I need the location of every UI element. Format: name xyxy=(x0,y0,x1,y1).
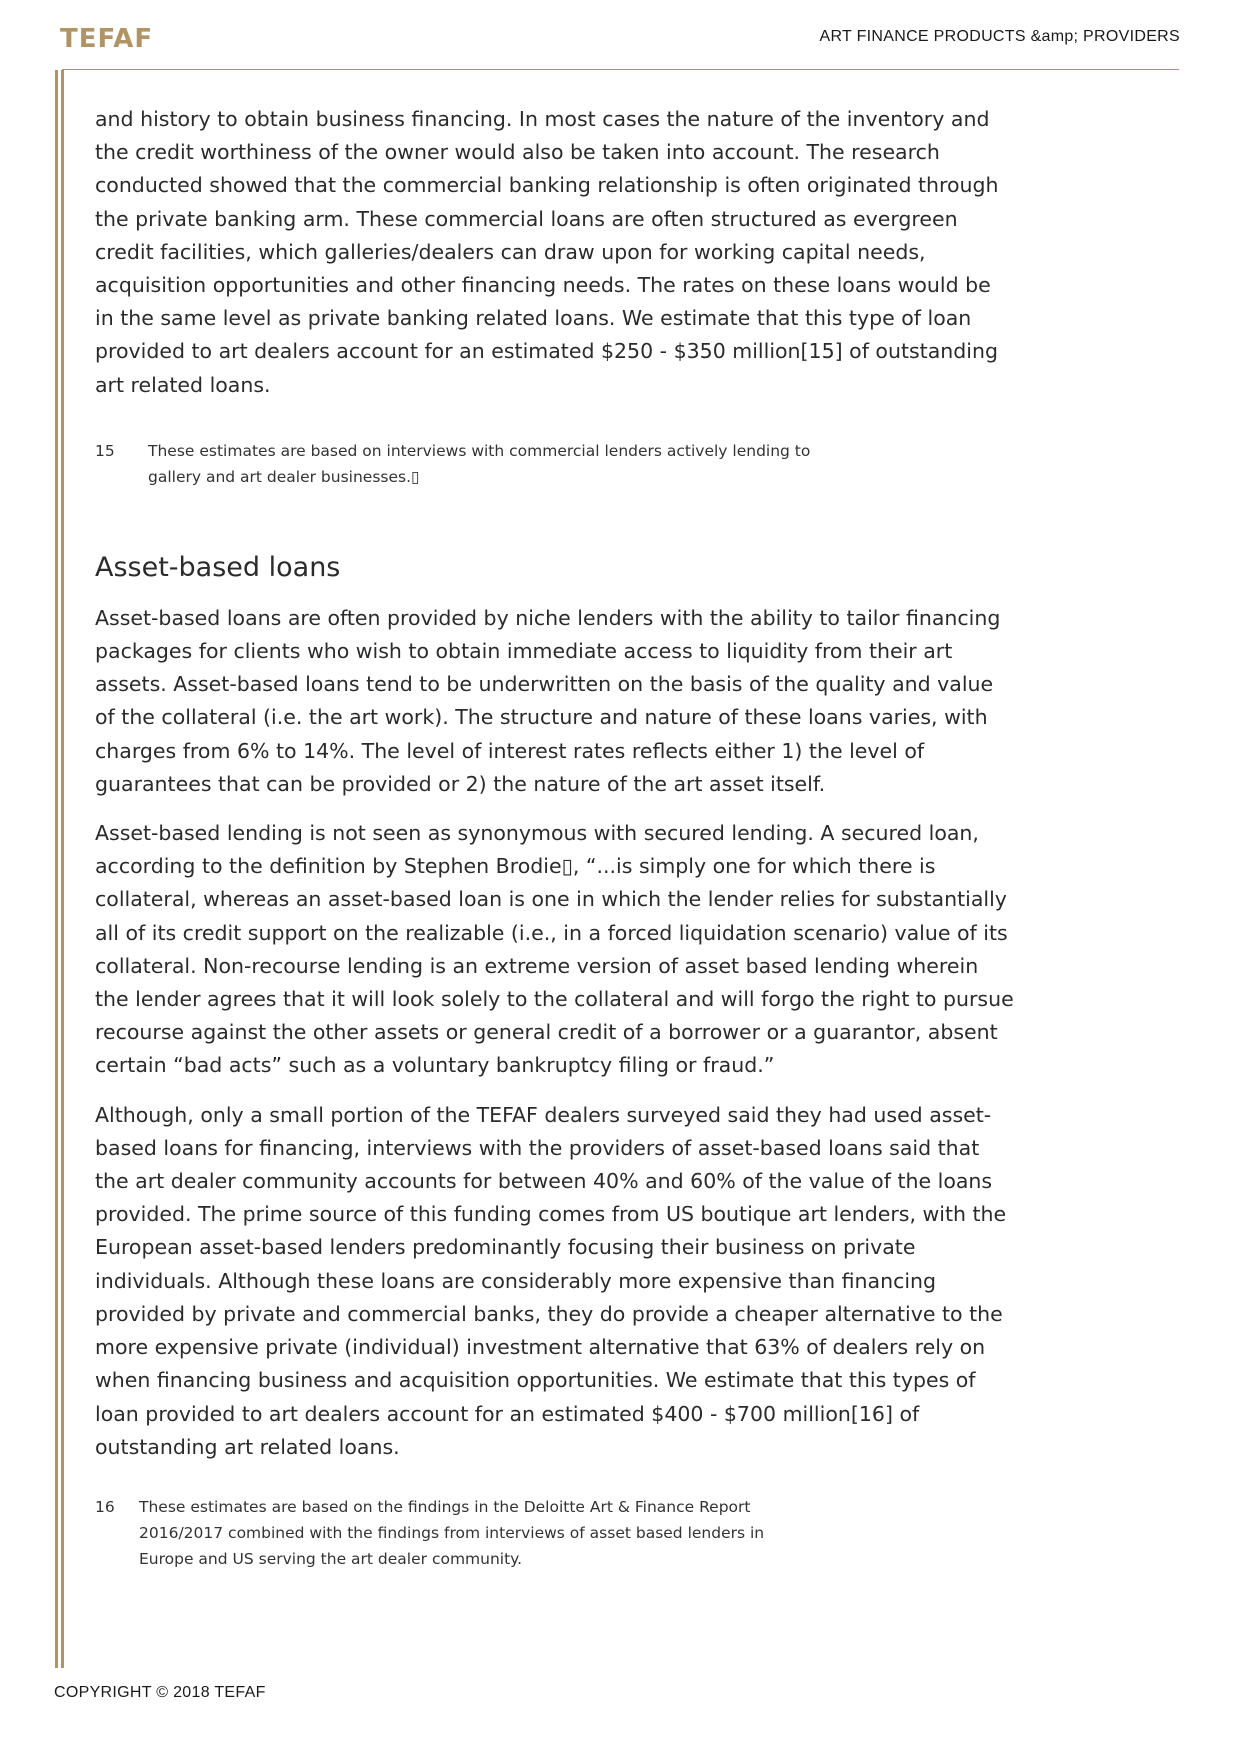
header-divider xyxy=(62,69,1179,70)
page-content xyxy=(95,103,1015,1630)
footnote-16 xyxy=(95,1494,1015,1572)
footnote-text: These estimates are based on the findings in the Deloitte Art & Finance Report 2016/2017 combined with the findings from interviews of asset based lenders in Europe and US serving the art dealer community. xyxy=(139,1497,765,1568)
footnote-text: These estimates are based on interviews with commercial lenders actively lending to gallery and art dealer businesses.▯ xyxy=(148,441,811,486)
footnote-number: 15 xyxy=(95,441,115,460)
body-paragraph-secured-lending: Asset-based lending is not seen as synonymous with secured lending. A secured loan, according to the definition by Stephen Brodie▯, “...is simply one for which there is collateral, whereas an asset-based loan is one in which the lender relies for substantially all of its credit support on the realizable (i.e., in a forced liquidation scenario) value of its collateral. Non-recourse lending is an extreme version of asset based lending wherein the lender agrees that it will look solely to the collateral and will forgo the right to pursue recourse against the other assets or general credit of a borrower or a guarantor, absent certain “bad acts” such as a voluntary bankruptcy filing or fraud.” xyxy=(95,821,1014,1078)
body-paragraph-commercial-loans: and history to obtain business financing. In most cases the nature of the inventory and the credit worthiness of the owner would also be taken into account. The research conducted showed that the commercial banking relationship is often originated through the private banking arm. These commercial loans are often structured as evergreen credit facilities, which galleries/dealers can draw upon for working capital needs, acquisition opportunities and other financing needs. The rates on these loans would be in the same level as private banking related loans. We estimate that this type of loan provided to art dealers account for an estimated $250 - $350 million[15] of outstanding art related loans. xyxy=(95,107,999,397)
left-margin-rule-inner xyxy=(61,70,64,1668)
body-paragraph-dealer-survey: Although, only a small portion of the TEFAF dealers surveyed said they had used asset-based loans for financing, interviews with the providers of asset-based loans said that the art dealer community accounts for between 40% and 60% of the value of the loans provided. The prime source of this funding comes from US boutique art lenders, with the European asset-based lenders predominantly focusing their business on private individuals. Although these loans are considerably more expensive than financing provided by private and commercial banks, they do provide a cheaper alternative to the more expensive private (individual) investment alternative that 63% of dealers rely on when financing business and acquisition opportunities. We estimate that this types of loan provided to art dealers account for an estimated $400 - $700 million[16] of outstanding art related loans. xyxy=(95,1102,1007,1459)
tefaf-logo: TEFAF xyxy=(60,24,154,54)
section-heading-asset-based-loans: Asset-based loans xyxy=(95,551,341,583)
footnote-15 xyxy=(95,438,1015,490)
body-paragraph-asset-based-intro: Asset-based loans are often provided by niche lenders with the ability to tailor financing packages for clients who wish to obtain immediate access to liquidity from their art assets. Asset-based loans tend to be underwritten on the basis of the quality and value of the collateral (i.e. the art work). The structure and nature of these loans varies, with charges from 6% to 14%. The level of interest rates reflects either 1) the level of guarantees that can be provided or 2) the nature of the art asset itself. xyxy=(95,605,1001,796)
copyright-footer: COPYRIGHT © 2018 TEFAF xyxy=(54,1684,266,1701)
header-title: ART FINANCE PRODUCTS &amp; PROVIDERS xyxy=(819,28,1180,45)
left-margin-rule-outer xyxy=(55,70,58,1668)
footnote-number: 16 xyxy=(95,1497,115,1516)
